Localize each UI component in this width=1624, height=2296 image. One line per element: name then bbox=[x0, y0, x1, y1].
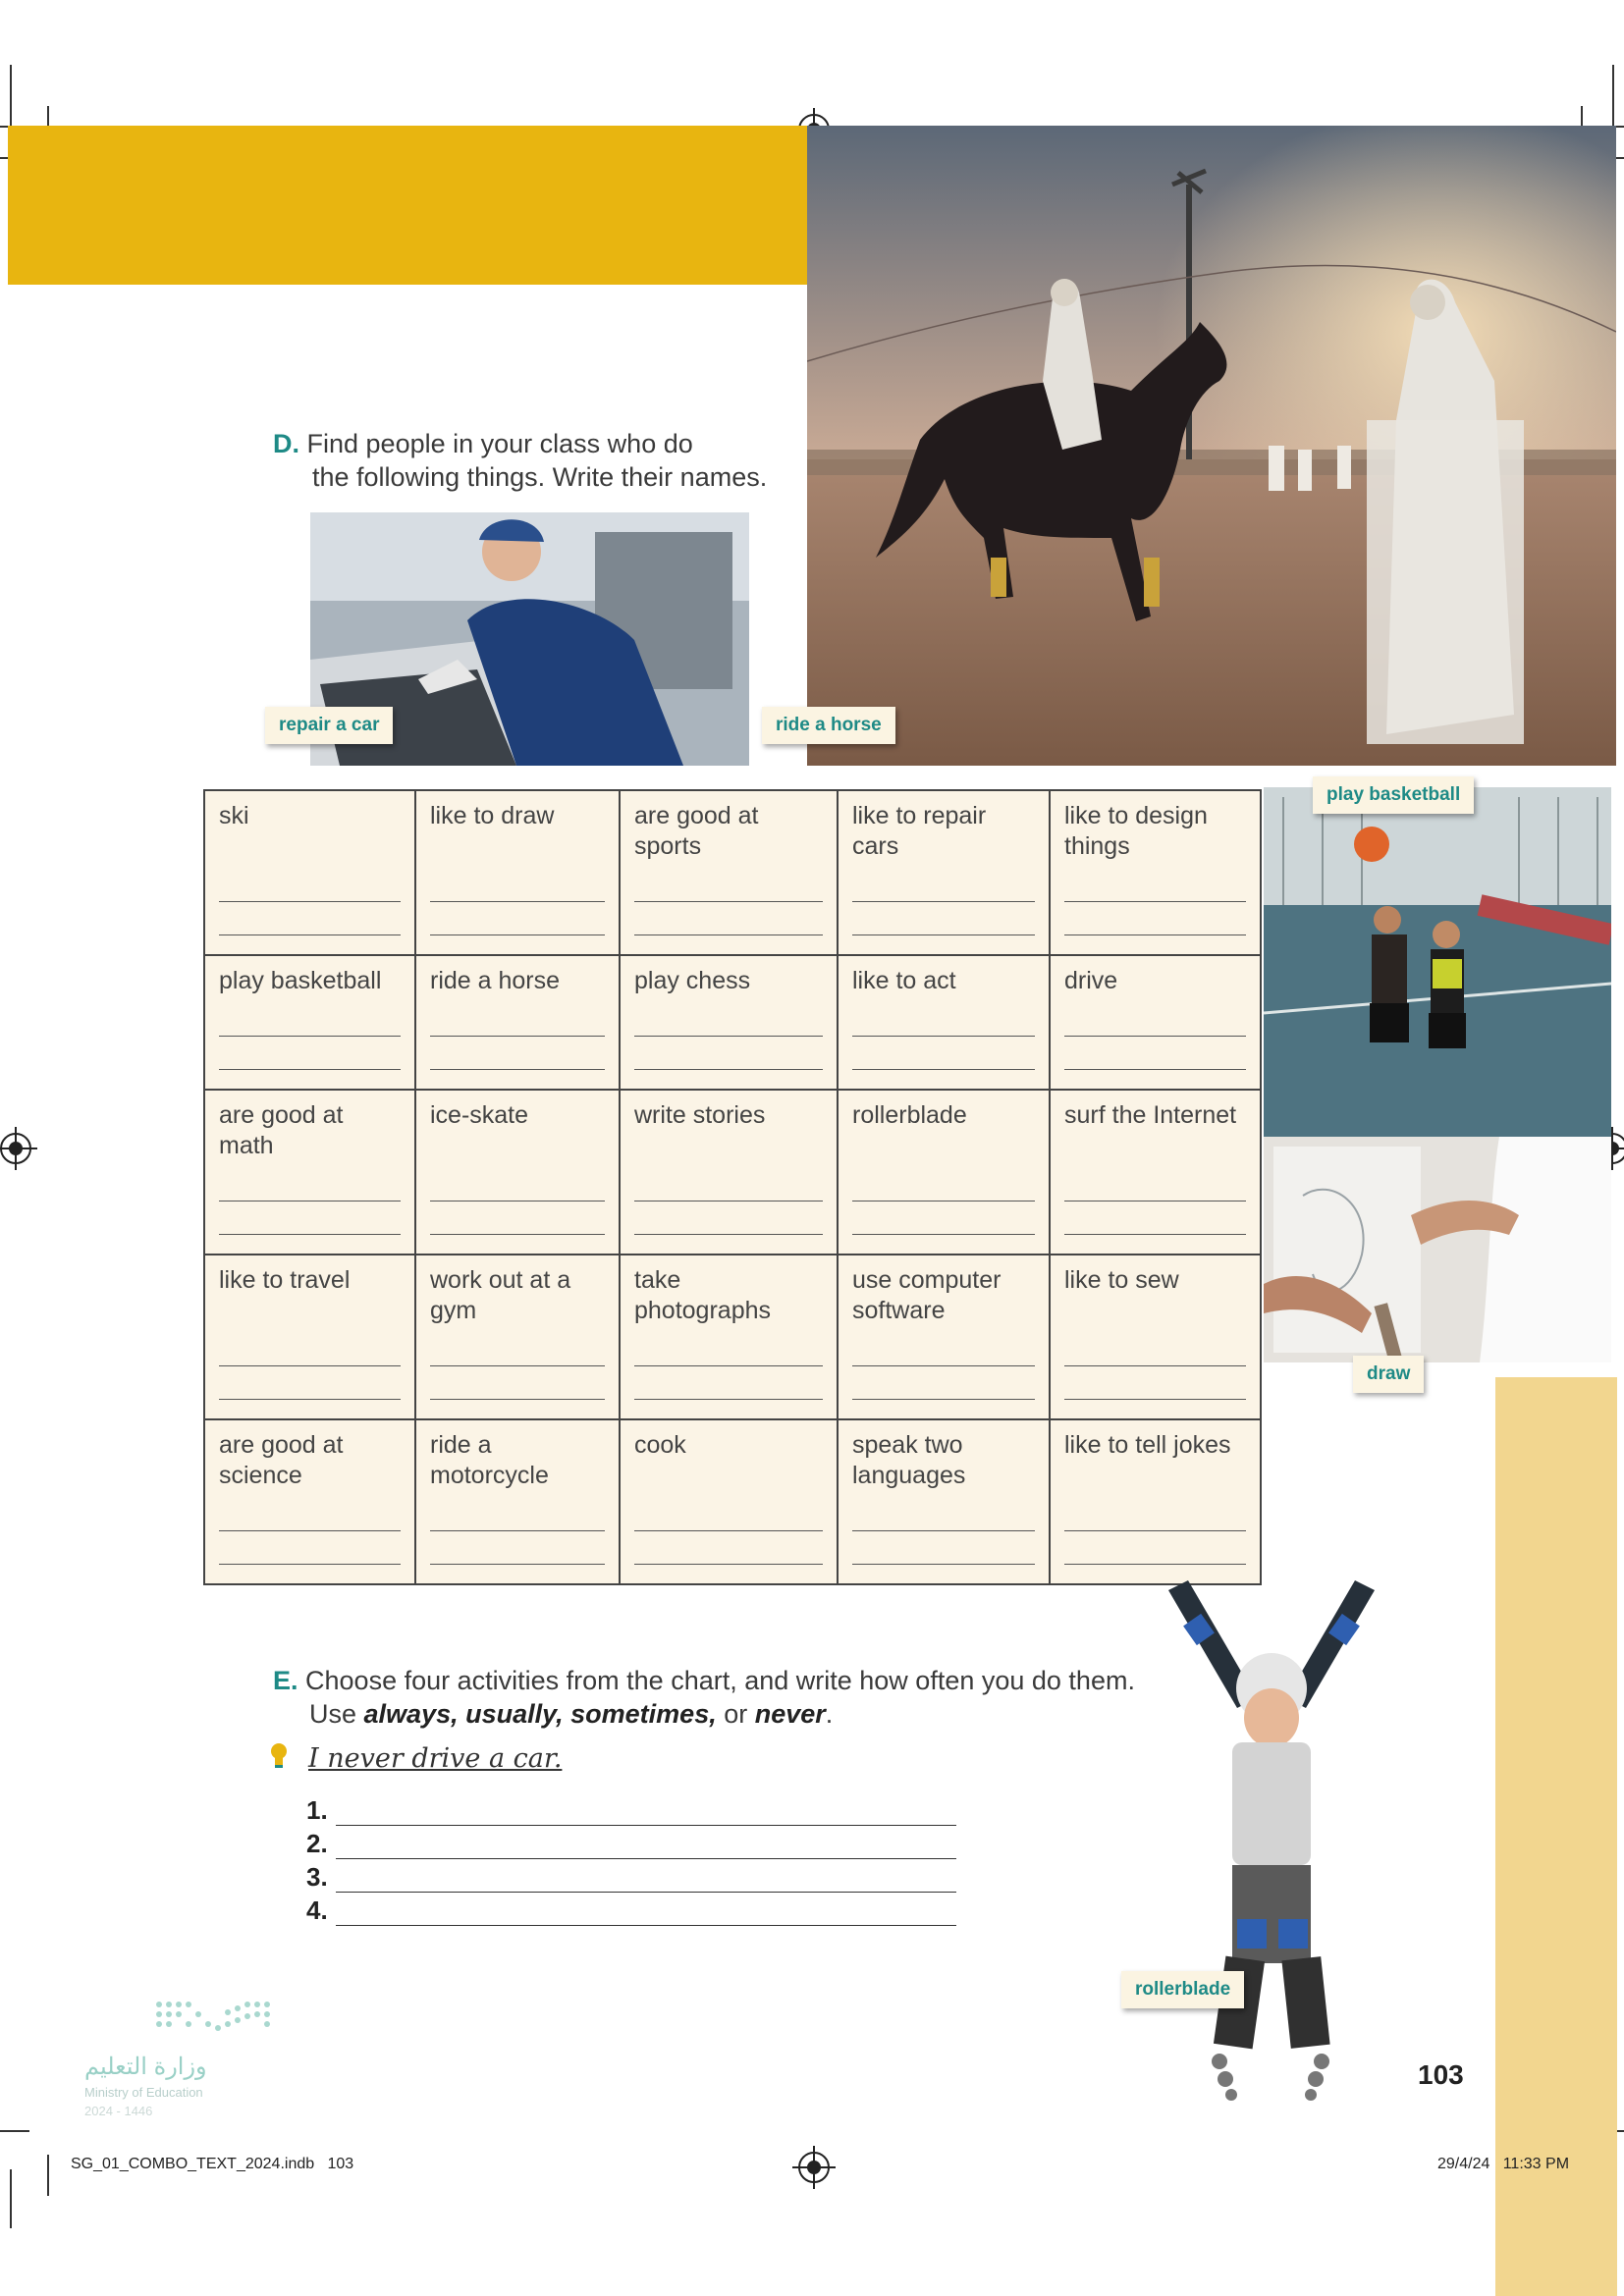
chart-cell bbox=[204, 955, 415, 1090]
activity-label: like to travel bbox=[219, 1266, 351, 1294]
frequency-words: always, usually, sometimes, bbox=[363, 1699, 717, 1729]
play-basketball-label: play basketball bbox=[1313, 776, 1474, 814]
chart-cell bbox=[1050, 1090, 1261, 1255]
name-write-line[interactable] bbox=[634, 1365, 823, 1366]
chart-cell bbox=[204, 1255, 415, 1419]
name-write-line[interactable] bbox=[219, 1530, 401, 1531]
activity-label: ride a horse bbox=[430, 967, 561, 994]
activity-label: use computer software bbox=[852, 1266, 1001, 1324]
name-write-line[interactable] bbox=[219, 1564, 401, 1565]
activity-label: like to repair cars bbox=[852, 802, 987, 860]
horse-riding-photo bbox=[807, 126, 1616, 766]
name-write-line[interactable] bbox=[1064, 1399, 1246, 1400]
name-write-line[interactable] bbox=[852, 1530, 1035, 1531]
ride-horse-label: ride a horse bbox=[762, 707, 895, 744]
name-write-line[interactable] bbox=[852, 1365, 1035, 1366]
chart-cell bbox=[620, 955, 838, 1090]
crop-mark bbox=[0, 2130, 29, 2132]
chart-cell bbox=[838, 955, 1050, 1090]
lightbulb-icon bbox=[269, 1742, 289, 1775]
name-write-line[interactable] bbox=[430, 1365, 605, 1366]
ministry-arabic: وزارة التعليم bbox=[84, 2054, 207, 2080]
name-write-line[interactable] bbox=[1064, 1069, 1246, 1070]
section-e-instructions bbox=[273, 1664, 1135, 1731]
activity-label: ride a motorcycle bbox=[430, 1431, 549, 1489]
chart-cell bbox=[838, 1090, 1050, 1255]
answer-number: 1. bbox=[306, 1795, 328, 1825]
registration-mark bbox=[0, 1133, 31, 1164]
crop-mark bbox=[10, 2169, 12, 2228]
activity-label: like to tell jokes bbox=[1064, 1431, 1231, 1459]
section-d-line2: the following things. Write their names. bbox=[312, 462, 768, 492]
chart-cell bbox=[838, 1419, 1050, 1584]
name-write-line[interactable] bbox=[219, 1069, 401, 1070]
activity-label: ski bbox=[219, 802, 249, 829]
name-write-line[interactable] bbox=[1064, 934, 1246, 935]
crop-mark bbox=[10, 65, 12, 133]
chart-cell bbox=[620, 1090, 838, 1255]
activity-label: ice-skate bbox=[430, 1101, 529, 1129]
name-write-line[interactable] bbox=[852, 1234, 1035, 1235]
chart-cell bbox=[415, 1419, 620, 1584]
name-write-line[interactable] bbox=[852, 1399, 1035, 1400]
footer-timestamp: 29/4/24 11:33 PM bbox=[1437, 2156, 1570, 2172]
chart-row bbox=[204, 1090, 1261, 1255]
answer-row bbox=[306, 1826, 956, 1859]
answer-write-line[interactable] bbox=[336, 1868, 956, 1893]
name-write-line[interactable] bbox=[634, 934, 823, 935]
chart-cell bbox=[415, 1090, 620, 1255]
name-write-line[interactable] bbox=[852, 934, 1035, 935]
activity-label: are good at math bbox=[219, 1101, 344, 1159]
section-e-or: or bbox=[716, 1699, 755, 1729]
activity-label: like to sew bbox=[1064, 1266, 1179, 1294]
chart-cell bbox=[838, 790, 1050, 955]
activity-label: take photographs bbox=[634, 1266, 772, 1324]
footer-file-info: SG_01_COMBO_TEXT_2024.indb 103 bbox=[71, 2156, 354, 2172]
answer-lines bbox=[306, 1792, 956, 1926]
activity-label: like to act bbox=[852, 967, 956, 994]
name-write-line[interactable] bbox=[1064, 1365, 1246, 1366]
activity-label: rollerblade bbox=[852, 1101, 967, 1129]
ministry-english: Ministry of Education bbox=[84, 2085, 203, 2100]
activity-label: drive bbox=[1064, 967, 1118, 994]
name-write-line[interactable] bbox=[634, 1069, 823, 1070]
name-write-line[interactable] bbox=[219, 1399, 401, 1400]
section-d-instructions bbox=[273, 427, 767, 494]
name-write-line[interactable] bbox=[1064, 1036, 1246, 1037]
repair-car-label: repair a car bbox=[265, 707, 393, 744]
name-write-line[interactable] bbox=[1064, 1234, 1246, 1235]
name-write-line[interactable] bbox=[219, 1234, 401, 1235]
activity-label: are good at science bbox=[219, 1431, 344, 1489]
name-write-line[interactable] bbox=[634, 1564, 823, 1565]
name-write-line[interactable] bbox=[1064, 901, 1246, 902]
name-write-line[interactable] bbox=[430, 1036, 605, 1037]
frequency-never: never bbox=[754, 1699, 826, 1729]
name-write-line[interactable] bbox=[219, 1365, 401, 1366]
answer-number: 4. bbox=[306, 1896, 328, 1925]
name-write-line[interactable] bbox=[219, 901, 401, 902]
section-d-line1: Find people in your class who do bbox=[306, 429, 693, 458]
chart-cell bbox=[620, 1255, 838, 1419]
name-write-line[interactable] bbox=[1064, 1530, 1246, 1531]
chart-cell bbox=[204, 1419, 415, 1584]
ministry-logo bbox=[84, 1999, 300, 2126]
name-write-line[interactable] bbox=[634, 1399, 823, 1400]
name-write-line[interactable] bbox=[430, 901, 605, 902]
crop-mark bbox=[1612, 65, 1614, 133]
answer-number: 2. bbox=[306, 1829, 328, 1858]
name-write-line[interactable] bbox=[430, 1069, 605, 1070]
chart-cell bbox=[1050, 1419, 1261, 1584]
activity-label: are good at sports bbox=[634, 802, 759, 860]
activity-label: cook bbox=[634, 1431, 686, 1459]
name-write-line[interactable] bbox=[430, 1564, 605, 1565]
example-sentence: I never drive a car. bbox=[308, 1743, 563, 1774]
activity-label: play chess bbox=[634, 967, 751, 994]
name-write-line[interactable] bbox=[1064, 1564, 1246, 1565]
answer-row bbox=[306, 1792, 956, 1826]
chart-cell bbox=[415, 1255, 620, 1419]
name-write-line[interactable] bbox=[634, 1530, 823, 1531]
name-write-line[interactable] bbox=[430, 1530, 605, 1531]
name-write-line[interactable] bbox=[852, 1036, 1035, 1037]
activity-label: write stories bbox=[634, 1101, 766, 1129]
header-color-band bbox=[8, 126, 807, 285]
name-write-line[interactable] bbox=[430, 1399, 605, 1400]
section-e-line2-prefix: Use bbox=[309, 1699, 364, 1729]
activity-label: surf the Internet bbox=[1064, 1101, 1237, 1129]
chart-cell bbox=[620, 1419, 838, 1584]
chart-row bbox=[204, 1255, 1261, 1419]
chart-cell bbox=[1050, 1255, 1261, 1419]
answer-row bbox=[306, 1859, 956, 1893]
crop-mark bbox=[47, 2155, 49, 2196]
activity-label: work out at a gym bbox=[430, 1266, 571, 1324]
name-write-line[interactable] bbox=[430, 934, 605, 935]
activity-label: speak two languages bbox=[852, 1431, 966, 1489]
activity-chart bbox=[203, 789, 1262, 1585]
name-write-line[interactable] bbox=[430, 1234, 605, 1235]
name-write-line[interactable] bbox=[634, 1234, 823, 1235]
chart-cell bbox=[204, 1090, 415, 1255]
section-d-letter: D. bbox=[273, 429, 299, 458]
activity-label: like to design things bbox=[1064, 802, 1208, 860]
section-e-letter: E. bbox=[273, 1666, 298, 1695]
section-e-end: . bbox=[825, 1699, 834, 1729]
basketball-photo bbox=[1264, 787, 1611, 1137]
name-write-line[interactable] bbox=[852, 1069, 1035, 1070]
name-write-line[interactable] bbox=[219, 934, 401, 935]
section-e-line1: Choose four activities from the chart, and write how often you do them. bbox=[305, 1666, 1135, 1695]
drawing-photo bbox=[1264, 1137, 1611, 1362]
activity-label: play basketball bbox=[219, 967, 382, 994]
activity-label: like to draw bbox=[430, 802, 555, 829]
answer-write-line[interactable] bbox=[336, 1801, 956, 1826]
answer-row bbox=[306, 1893, 956, 1926]
answer-write-line[interactable] bbox=[336, 1901, 956, 1926]
draw-label: draw bbox=[1353, 1356, 1424, 1393]
ministry-year: 2024 - 1446 bbox=[84, 2104, 153, 2118]
answer-write-line[interactable] bbox=[336, 1835, 956, 1859]
page-number: 103 bbox=[1418, 2059, 1464, 2090]
chart-cell bbox=[415, 955, 620, 1090]
chart-cell bbox=[1050, 955, 1261, 1090]
name-write-line[interactable] bbox=[634, 1036, 823, 1037]
chart-row bbox=[204, 1419, 1261, 1584]
rollerblade-label: rollerblade bbox=[1121, 1971, 1244, 2008]
registration-mark bbox=[798, 2152, 830, 2183]
chart-cell bbox=[415, 790, 620, 955]
answer-number: 3. bbox=[306, 1862, 328, 1892]
chart-row bbox=[204, 790, 1261, 955]
name-write-line[interactable] bbox=[852, 1564, 1035, 1565]
ministry-dots-icon bbox=[84, 1999, 300, 2038]
chart-cell bbox=[620, 790, 838, 955]
chart-cell bbox=[204, 790, 415, 955]
chart-row bbox=[204, 955, 1261, 1090]
chart-cell bbox=[1050, 790, 1261, 955]
rollerblade-photo bbox=[1110, 1571, 1434, 2101]
name-write-line[interactable] bbox=[219, 1036, 401, 1037]
chart-cell bbox=[838, 1255, 1050, 1419]
name-write-line[interactable] bbox=[852, 901, 1035, 902]
name-write-line[interactable] bbox=[634, 901, 823, 902]
